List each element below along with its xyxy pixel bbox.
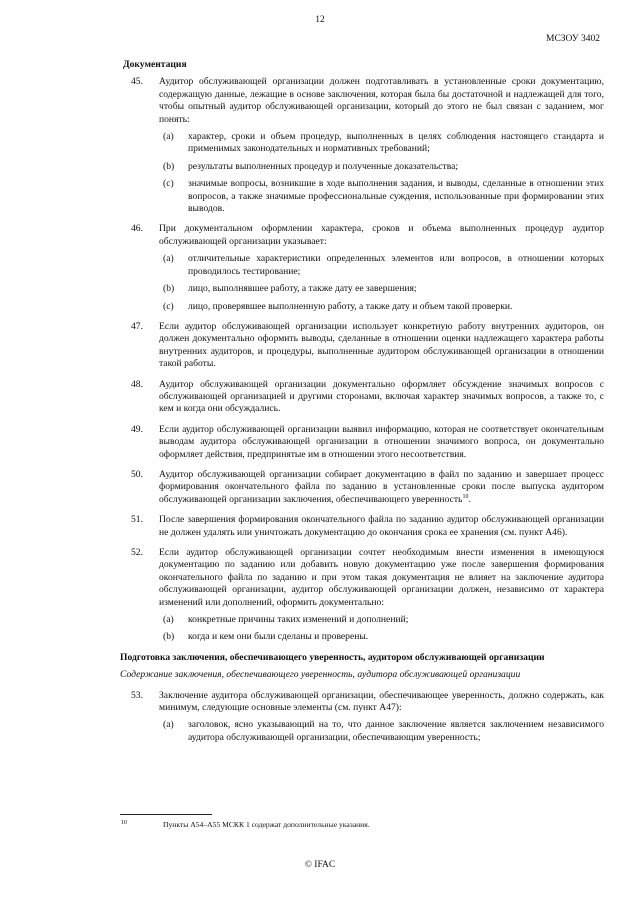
paragraph-number: 49. bbox=[131, 423, 143, 435]
list-item-text: когда и кем они были сделаны и проверены. bbox=[188, 631, 369, 643]
list-item bbox=[159, 719, 604, 744]
footnote bbox=[120, 820, 604, 830]
list-item-label: (a) bbox=[163, 131, 174, 143]
list-item-text: заголовок, ясно указывающий на то, что данное заключение является заключением независимого аудитора обслуживающей организации, обеспечивающим уверенность; bbox=[188, 719, 604, 743]
list-item-label: (b) bbox=[163, 283, 175, 295]
paragraph-number: 48. bbox=[131, 378, 143, 390]
list-item-text: лицо, выполнявшее работу, а также дату ее завершения; bbox=[188, 283, 417, 295]
paragraph-number: 50. bbox=[131, 468, 143, 480]
list-item bbox=[159, 161, 604, 173]
footnote-text: Пункты A54–A55 МСКК 1 содержат дополнительные указания. bbox=[163, 820, 370, 829]
paragraph-text: Если аудитор обслуживающей организации выявил информацию, которая не соответствует окончательным выводам аудитора обслуживающей организации в отношении значимого вопроса, он документально оформляет действия, предпринятые им в отношении этого несоответствия. bbox=[159, 423, 604, 460]
paragraph-number: 45. bbox=[131, 76, 143, 88]
paragraph-48 bbox=[120, 379, 604, 416]
list-item-text: отличительные характеристики определенных элементов или вопросов, в отношении которых проводилось тестирование; bbox=[188, 253, 604, 277]
list-item bbox=[159, 301, 604, 313]
paragraph-49 bbox=[120, 424, 604, 461]
paragraph-46 bbox=[120, 223, 604, 312]
footnote-divider bbox=[120, 814, 212, 815]
paragraph-text: Если аудитор обслуживающей организации сочтет необходимым внести изменения в имеющуюся документацию по заданию или добавить новую документацию уже после завершения формирования окончательного файла по заданию и при этом такая документация не влияет на заключение аудитора обслуживающей организации, аудитор обслуживающей организации должен, независимо от характера изменений или дополнений, оформить документально: bbox=[159, 547, 604, 608]
paragraph-text: Если аудитор обслуживающей организации использует конкретную работу внутренних аудиторов, он должен документально оформить выводы, сделанные в отношении оценки надлежащего характера работы внутренних аудиторов, и процедуры, выполненные аудитором обслуживающей организации в отношении такой работы. bbox=[159, 320, 604, 370]
paragraph-text: При документальном оформлении характера, сроков и объема выполненных процедур аудитор обслуживающей организации указывает: bbox=[159, 223, 604, 247]
list-item-label: (a) bbox=[163, 253, 174, 265]
paragraph-45 bbox=[120, 76, 604, 215]
list-item bbox=[159, 283, 604, 295]
paragraph-number: 53. bbox=[131, 689, 143, 701]
list-item-text: конкретные причины таких изменений и дополнений; bbox=[188, 614, 409, 626]
paragraph-text-body: Аудитор обслуживающей организации собирает документацию в файл по заданию и завершает процесс формирования окончательного файла по заданию в установленные сроки после выпуска аудитором обслуживающей организации заключения, обеспечивающего уверенность bbox=[159, 468, 604, 505]
section-heading-documentation: Документация bbox=[123, 59, 187, 70]
list-item bbox=[159, 614, 604, 626]
paragraph-text: После завершения формирования окончательного файла по заданию аудитор обслуживающей организации не должен удалять или уничтожать документацию до окончания срока ее хранения (см. пункт A46). bbox=[159, 514, 604, 538]
paragraph-number: 51. bbox=[131, 514, 143, 526]
list-item-label: (c) bbox=[163, 300, 174, 312]
list-item-label: (b) bbox=[163, 160, 175, 172]
paragraph-51 bbox=[120, 514, 604, 539]
paragraph-text: Аудитор обслуживающей организации документально оформляет обсуждение значимых вопросов с обслуживающей организацией и другими сторонами, включая характер значимых вопросов, а также то, с кем и когда они обсуждались. bbox=[159, 378, 604, 415]
paragraph-text: Аудитор обслуживающей организации должен подготавливать в установленные сроки документацию, содержащую данные, лежащие в основе заключения, которая была бы достаточной и надлежащей для того, чтобы опытный аудитор обслуживающей организации, который до этого не был связан с заданием, мог понять: bbox=[159, 76, 604, 125]
standard-code: МСЗОУ 3402 bbox=[546, 34, 600, 44]
list-item-text: характер, сроки и объем процедур, выполненных в целях соблюдения настоящего стандарта и применимых законодательных и нормативных требований; bbox=[188, 131, 604, 155]
paragraph-53 bbox=[120, 690, 604, 745]
list-item bbox=[159, 253, 604, 278]
paragraph-text: Заключение аудитора обслуживающей организации, обеспечивающее уверенность, должно содержать, как минимум, следующие основные элементы (см. пункт A47): bbox=[159, 689, 604, 714]
paragraph-50 bbox=[120, 469, 604, 506]
list-item-text: значимые вопросы, возникшие в ходе выполнения задания, и выводы, сделанные в отношении этих вопросов, а также значимые профессиональные суждения, использованные при формировании этих выводов. bbox=[188, 178, 604, 215]
subsection-heading-report-content: Содержание заключения, обеспечивающего уверенность, аудитора обслуживающей организации bbox=[120, 669, 521, 681]
paragraph-47 bbox=[120, 321, 604, 371]
list-item-text: лицо, проверявшее выполненную работу, а также дату и объем такой проверки. bbox=[188, 300, 513, 312]
paragraph-number: 47. bbox=[131, 320, 143, 332]
list-item bbox=[159, 178, 604, 215]
list-item-label: (a) bbox=[163, 614, 174, 626]
list-item-label: (a) bbox=[163, 719, 174, 731]
list-item-label: (c) bbox=[163, 178, 174, 190]
list-item bbox=[159, 131, 604, 156]
copyright-notice: © IFAC bbox=[304, 860, 336, 870]
section-heading-report-preparation: Подготовка заключения, обеспечивающего уверенность, аудитором обслуживающей организации bbox=[120, 651, 545, 663]
footnote-number: 10 bbox=[121, 820, 127, 826]
list-item-label: (b) bbox=[163, 631, 175, 643]
page-number: 12 bbox=[315, 15, 325, 25]
paragraph-text bbox=[159, 469, 604, 506]
page-body bbox=[120, 59, 604, 752]
footnote-reference[interactable]: 10 bbox=[462, 493, 469, 500]
paragraph-number: 52. bbox=[131, 547, 143, 558]
list-item bbox=[159, 631, 604, 643]
paragraph-number: 46. bbox=[131, 223, 143, 235]
list-item-text: результаты выполненных процедур и полученные доказательства; bbox=[188, 160, 459, 172]
paragraph-text-tail: . bbox=[468, 493, 471, 505]
paragraph-52 bbox=[120, 547, 604, 644]
